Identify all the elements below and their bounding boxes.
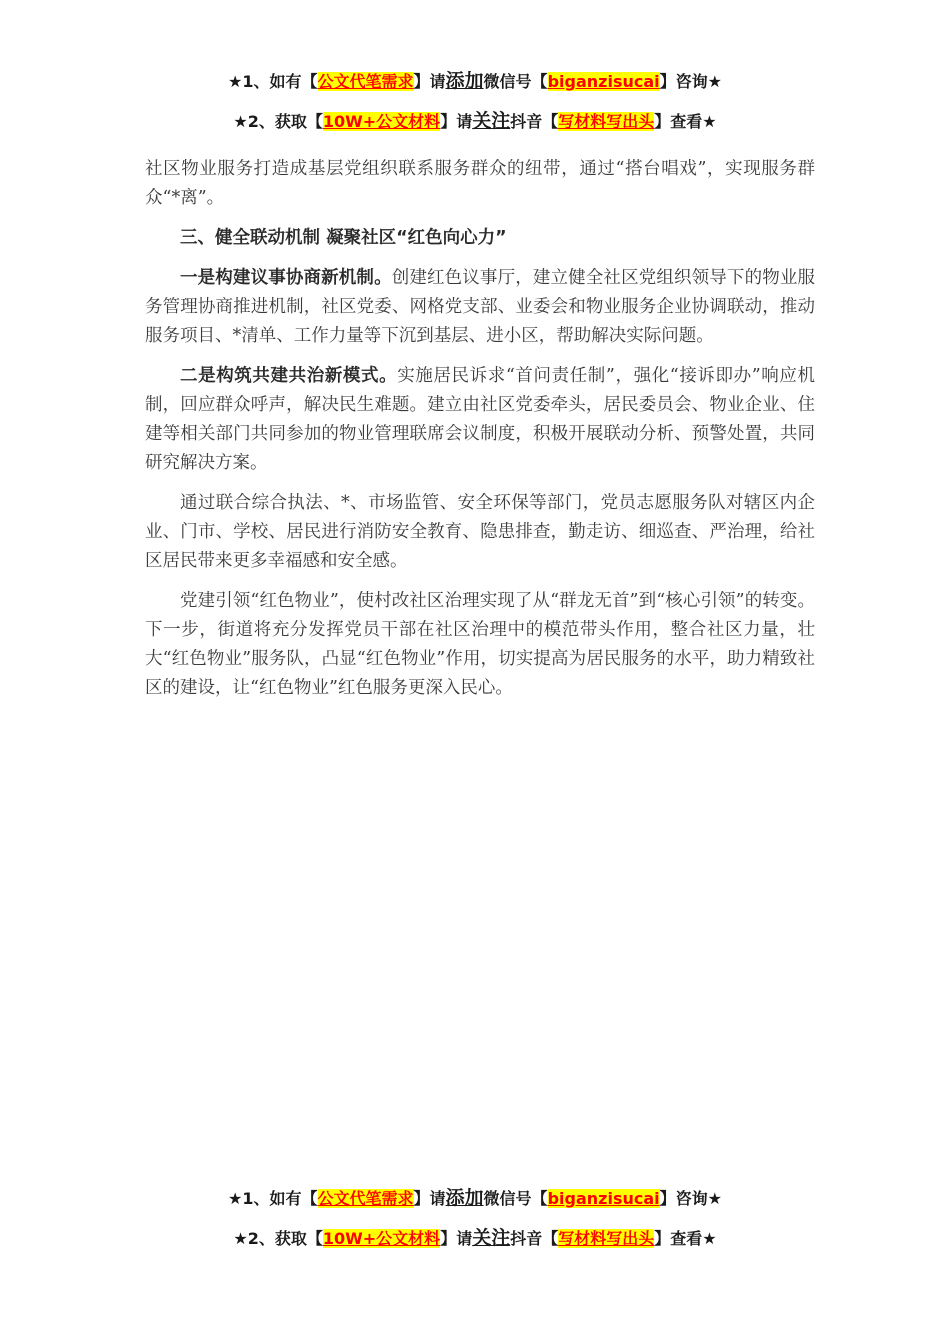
banner-text: 微信号【 [483,72,548,91]
banner-prefix: ★2、获取【 [233,1229,323,1248]
paragraph-enforcement: 通过联合综合执法、*、市场监管、安全环保等部门，党员志愿服务队对辖区内企业、门市、学校、居民进行消防安全教育、隐患排查，勤走访、细巡查、严治理，给社区居民带来更多幸福感和安全感。 [145,493,815,571]
banner-highlight: 公文代笔需求 [317,1189,414,1208]
banner-prefix: ★1、如有【 [228,1189,318,1208]
banner-text: 微信号【 [483,1189,548,1208]
banner-text: 】请 [413,72,446,91]
banner-text: 】请 [440,1229,473,1248]
banner-text: 】请 [413,1189,446,1208]
banner-emphasis: 关注 [472,110,511,132]
banner-suffix: 】咨询★ [659,72,722,91]
paragraph-continuation: 社区物业服务打造成基层党组织联系服务群众的纽带，通过“搭台唱戏”，实现服务群众“*离”。 [145,159,815,208]
banner-wechat-id: biganzisucai [547,72,660,91]
banner-text: 抖音【 [510,112,559,131]
banner-suffix: 】查看★ [654,1229,717,1248]
bottom-banner-line-2 [0,1227,950,1250]
banner-prefix: ★2、获取【 [233,112,323,131]
banner-douyin-id: 写材料写出头 [558,112,655,131]
banner-text: 】请 [440,112,473,131]
paragraph-conclusion: 党建引领“红色物业”，使村改社区治理实现了从“群龙无首”到“核心引领”的转变。下一步，街道将充分发挥党员干部在社区治理中的模范带头作用，整合社区力量，壮大“红色物业”服务队，凸显“红色物业”作用，切实提高为居民服务的水平，助力精致社区的建设，让“红色物业”红色服务更深入民心。 [145,591,815,698]
banner-highlight: 公文代笔需求 [317,72,414,91]
paragraph-mechanism [145,264,815,351]
banner-prefix: ★1、如有【 [228,72,318,91]
document-body [145,155,815,714]
banner-highlight: 10W+公文材料 [322,1229,441,1248]
banner-douyin-id: 写材料写出头 [558,1229,655,1248]
banner-highlight: 10W+公文材料 [322,112,441,131]
paragraph-text: 创建红色议事厅，建立健全社区党组织领导下的物业服务管理协商推进机制，社区党委、网格党支部、业委会和物业服务企业协调联动，推动服务项目、*清单、工作力量等下沉到基层、进小区，帮助解决实际问题。 [145,268,816,346]
section-heading: 三、健全联动机制 凝聚社区“红色向心力” [180,228,507,248]
banner-suffix: 】咨询★ [659,1189,722,1208]
banner-emphasis: 添加 [445,1187,484,1209]
bottom-banner-line-1 [0,1187,950,1210]
banner-suffix: 】查看★ [654,112,717,131]
top-banner-line-2 [0,110,950,133]
paragraph-model [145,362,815,478]
paragraph-text: 实施居民诉求“首问责任制”，强化“接诉即办”响应机制，回应群众呼声，解决民生难题。建立由社区党委牵头，居民委员会、物业企业、住建等相关部门共同参加的物业管理联席会议制度，积极开展联动分析、预警处置，共同研究解决方案。 [145,366,815,473]
banner-wechat-id: biganzisucai [547,1189,660,1208]
top-banner-line-1 [0,70,950,93]
banner-emphasis: 关注 [472,1227,511,1249]
banner-emphasis: 添加 [445,70,484,92]
paragraph-lead: 二是构筑共建共治新模式。 [180,366,398,386]
paragraph-lead: 一是构建议事协商新机制。 [180,268,392,288]
banner-text: 抖音【 [510,1229,559,1248]
